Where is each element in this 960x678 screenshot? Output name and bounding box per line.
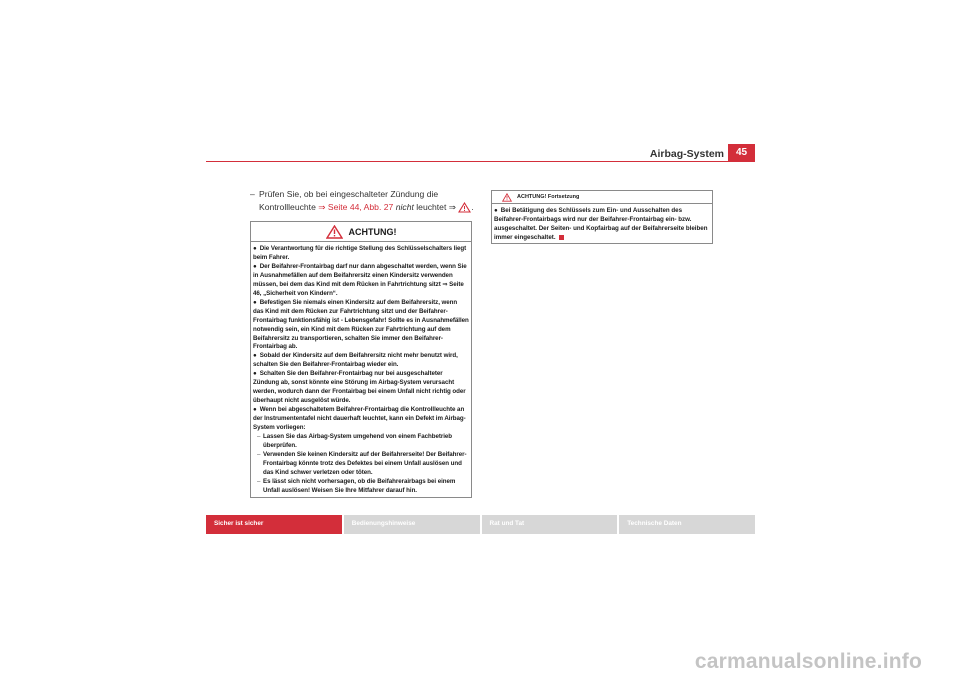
watermark: carmanualsonline.info [694, 650, 922, 673]
list-dash: – [257, 477, 261, 485]
bullet-text: Die Verantwortung für die richtige Stellung des Schlüsselschalters liegt beim Fahrer. [253, 245, 467, 261]
intro-text-end: leuchtet ⇒ [416, 201, 456, 212]
bullet-icon: ● [253, 370, 257, 378]
bullet-icon: ● [253, 245, 257, 252]
bullet-text: Sobald der Kindersitz auf dem Beifahrersitz nicht mehr benutzt wird, schalten Sie den Beifahrer-Frontairbag wieder ein. [253, 352, 458, 369]
warning-title: ACHTUNG! [348, 226, 397, 237]
bullet-icon: ● [253, 406, 257, 414]
warning-title: ACHTUNG! Fortsetzung [517, 194, 580, 200]
sub-list-item [253, 433, 469, 451]
list-item [253, 263, 469, 299]
page-header-title: Airbag-System [649, 148, 724, 160]
bullet-text: Schalten Sie den Beifahrer-Frontairbag nur bei ausgeschalteter Zündung ab, sonst könnte eine Störung im Airbag-System verursacht werden, wodurch dann der Frontairbag bei einem Unfall nicht richtig oder überhaupt nicht ausgelöst würde. [253, 370, 466, 405]
bullet-text: Befestigen Sie niemals einen Kindersitz auf dem Beifahrersitz, wenn das Kind mit dem Rücken zur Fahrtrichtung sitzt und der Beifahrer-Frontairbag funktionsfähig ist - Lebensgefahr! Sollte es in Ausnahmefällen notwendig sein, ein Kind mit dem Rücken zur Fahrtrichtung auf dem Beifahrersitz zu transportieren, schalten Sie immer den Beifahrer-Frontairbag ab. [253, 298, 469, 351]
warning-box [250, 221, 472, 498]
list-item [253, 370, 469, 406]
sub-item-text: Verwenden Sie keinen Kindersitz auf der Beifahrerseite! Der Beifahrer-Frontairbag könnte trotz des Defektes bei einem Unfall auslösen und das Kind schwer verletzen oder töten. [263, 450, 467, 476]
warning-header [251, 222, 471, 242]
footer-tab-rat-und-tat[interactable]: Rat und Tat [482, 515, 618, 534]
bullet-icon: ● [253, 352, 257, 360]
list-item [494, 207, 710, 243]
warning-triangle-icon [458, 202, 471, 213]
warning-triangle-icon [326, 225, 343, 239]
list-item [253, 299, 469, 353]
intro-text: Prüfen Sie, ob bei eingeschalteter Zündung die Kontrollleuchte [259, 189, 439, 212]
warning-content [492, 204, 712, 243]
page-reference-link[interactable]: ⇒ Seite 44, Abb. 27 [318, 201, 394, 212]
list-dash: – [257, 433, 261, 441]
bullet-text: Wenn bei abgeschaltetem Beifahrer-Frontairbag die Kontrollleuchte an der Instrumententafel nicht dauerhaft leuchtet, kann ein Defekt im Airbag-System vorliegen: [253, 406, 466, 432]
bullet-icon: ● [253, 298, 257, 306]
list-item [253, 406, 469, 433]
footer-nav [206, 515, 755, 534]
footer-tab-technische-daten[interactable]: Technische Daten [619, 515, 755, 534]
sub-item-text: Lassen Sie das Airbag-System umgehend von einem Fachbetrieb überprüfen. [263, 433, 453, 449]
bullet-text: Der Beifahrer-Frontairbag darf nur dann abgeschaltet werden, wenn Sie in Ausnahmefällen auf dem Beifahrersitz einen Kindersitz verwenden müssen, bei dem das Kind mit dem Rücken in Fahrtrichtung sitzt ⇒ Seite 46, „Sicherheit von Kindern“. [253, 262, 467, 297]
intro-instruction: – Prüfen Sie, ob bei eingeschalteter Zündung die Kontrollleuchte ⇒ Seite 44, Abb. 27 nicht leuchtet ⇒ . [250, 189, 474, 212]
emphasis-text: nicht [395, 201, 414, 212]
list-item [253, 245, 469, 263]
bullet-icon: ● [494, 207, 498, 214]
warning-content [251, 242, 471, 496]
bullet-icon: ● [253, 262, 257, 270]
warning-header [492, 191, 712, 204]
end-marker-icon [559, 235, 564, 240]
list-dash: – [257, 450, 261, 458]
sub-item-text: Es lässt sich nicht vorhersagen, ob die Beifahrerairbags bei einem Unfall auslösen! Weisen Sie Ihre Mitfahrer darauf hin. [263, 477, 456, 494]
page-number-badge: 45 [728, 144, 755, 161]
list-dash: – [250, 189, 255, 199]
sub-list-item [253, 478, 469, 496]
header-divider [206, 161, 755, 162]
list-item [253, 352, 469, 370]
sub-list-item [253, 451, 469, 478]
warning-continued-box [491, 190, 713, 244]
footer-tab-bedienungshinweise[interactable]: Bedienungshinweise [344, 515, 480, 534]
bullet-text: Bei Betätigung des Schlüssels zum Ein- und Ausschalten des Beifahrer-Frontairbags wird nur der Beifahrer-Frontairbag ein- bzw. ausgeschaltet. Der Seiten- und Kopfairbag auf der Beifahrerseite bleiben immer eingeschaltet. [494, 207, 708, 241]
footer-tab-sicher-ist-sicher[interactable]: Sicher ist sicher [206, 515, 342, 534]
warning-triangle-icon [502, 193, 512, 202]
